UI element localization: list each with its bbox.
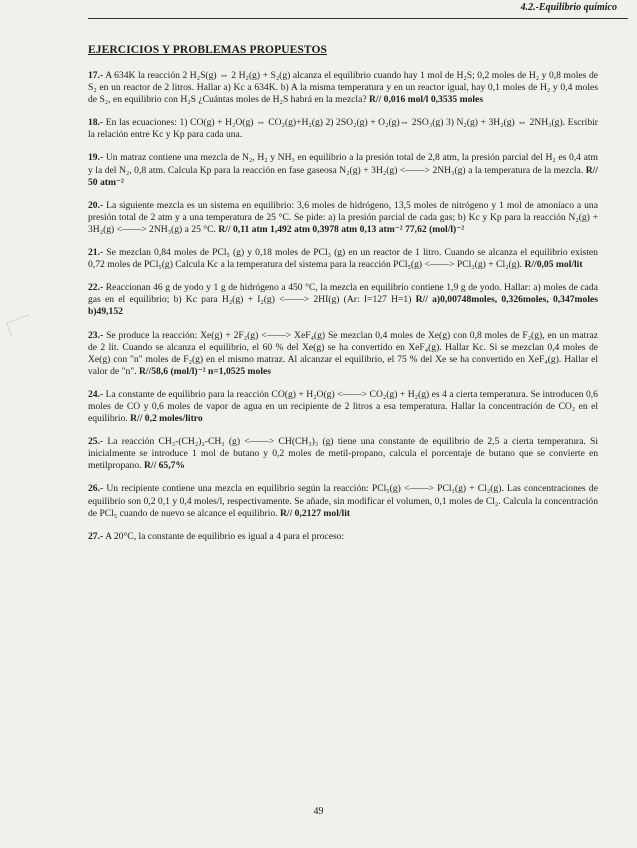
exercise-number: 26.- (88, 483, 104, 495)
exercise-text: Se produce la reacción: Xe(g) + 2F₂(g) <——> XeF₄(g) Se mezclan 0,4 moles de Xe(g) con 0,8 moles de F₂(g), en un matraz de 2 lit. Cuando se alcanza el equilibrio, el 60 % del Xe(g) se ha convertido en XeF₄(g). Hallar Kc. Si se mezclan 0,4 moles de Xe(g) con "n" moles de F₂(g) en el mismo matraz. Al alcanzar el equilibrio, el 75 % del Xe se ha convertido en XeF₄(g). Hallar el valor de "n". (88, 329, 598, 377)
exercise-number: 22.- (88, 282, 104, 294)
exercise-27 (88, 531, 598, 543)
exercise-text: La reacción CH₃-(CH₂)₂-CH₃ (g) <——> CH(CH₃)₃ (g) tiene una constante de equilibrio de 2,5 a cierta temperatura. Si inicialmente se introduce 1 mol de butano y 0,2 moles de metil-propano, calcula el porcentaje de butano que se convierte en metilpropano. (88, 436, 599, 472)
exercise-text: Un recipiente contiene una mezcla en equilibrio según la reacción: PCl₅(g) <——> PCl₃(g) + Cl₂(g). Las concentraciones de equilibrio son 0,2 0,1 y 0,4 moles/l, respectivamente. Se añade, sin modificar el volumen, 0,1 moles de Cl₂. Calcula la concentración de PCl₅ cuando de nuevo se alcance el equilibrio. (88, 483, 598, 519)
exercise-text: Reaccionan 46 g de yodo y 1 g de hidrógeno a 450 °C, la mezcla en equilibrio contiene 1,9 g de yodo. Hallar: a) moles de cada gas en el equilibrio; b) Kc para H₂(g) + I₂(g) <——> 2HI(g) (Ar: I=127 H=1) (88, 282, 598, 306)
exercise-17 (88, 70, 598, 106)
exercise-26 (88, 483, 598, 519)
exercise-answer: R// 0,016 mol/l 0,3535 moles (369, 94, 484, 106)
exercise-23 (88, 330, 598, 378)
exercise-22 (88, 282, 598, 318)
exercise-answer: R// 0,2127 mol/lit (279, 507, 351, 519)
exercise-20 (88, 200, 598, 236)
margin-pencil-mark (6, 314, 35, 337)
exercise-text: En las ecuaciones: 1) CO(g) + H₂O(g) ⇔ CO₂(g)+H₂(g) 2) 2SO₂(g) + O₂(g)⇔ 2SO₃(g) 3) N₂(g) + 3H₂(g) ⇔ 2NH₃(g). Escribir la relación entre Kc y Kp para cada una. (88, 117, 598, 141)
exercise-number: 21.- (88, 247, 104, 259)
exercise-number: 20.- (88, 199, 104, 211)
exercise-answer: R// 50 atm⁻² (88, 164, 598, 188)
exercise-21 (88, 247, 598, 271)
exercise-18 (88, 117, 598, 141)
exercise-number: 19.- (88, 152, 104, 164)
exercise-number: 23.- (88, 329, 104, 341)
exercise-number: 24.- (88, 388, 104, 400)
page-number: 49 (313, 806, 324, 817)
exercise-text: A 634K la reacción 2 H₂S(g) ⇔ 2 H₂(g) + S₂(g) alcanza el equilibrio cuando hay 1 mol de H₂S; 0,2 moles de H₂ y 0,8 moles de S₂ en un reactor de 2 litros. Hallar a) Kc a 634K. b) A la misma temperatura y en un reactor igual, hay 0,1 moles de H₂ y 0,4 moles de S₂, en equilibrio con H₂S ¿Cuántas moles de H₂S habrá en la mezcla? (88, 70, 599, 106)
exercise-text: Se mezclan 0,84 moles de PCl₅ (g) y 0,18 moles de PCl₃ (g) en un reactor de 1 litro. Cuando se alcanza el equilibrio existen 0,72 moles de PCl₅(g) Calcula Kc a la temperatura del sistema para la reacción PCl₅(g) <——> PCl₃(g) + Cl₂(g). (88, 247, 598, 271)
section-title: EJERCICIOS Y PROBLEMAS PROPUESTOS (88, 44, 327, 56)
exercise-answer: R// 0,2 moles/litro (130, 413, 203, 425)
exercise-25 (88, 436, 598, 472)
exercise-answer: R//0,05 mol/lit (524, 259, 583, 271)
exercise-24 (88, 389, 598, 425)
exercise-text: La constante de equilibrio para la reacción CO(g) + H₂O(g) <——> CO₂(g) + H₂(g) es 4 a cierta temperatura. Se introducen 0,6 moles de CO y 0,6 moles de vapor de agua en un recipiente de 2 litros a esa temperatura. Hallar la concentración de CO₂ en el equilibrio. (88, 388, 598, 425)
exercise-answer: R//58,6 (mol/l)⁻² n=1,0525 moles (139, 365, 271, 377)
exercise-text: A 20°C, la constante de equilibrio es igual a 4 para el proceso: (105, 530, 345, 542)
exercise-number: 17.- (88, 70, 104, 81)
exercise-list (88, 70, 598, 554)
exercise-answer: R// 0,11 atm 1,492 atm 0,3978 atm 0,13 atm⁻² 77,62 (mol/l)⁻² (218, 223, 465, 235)
exercise-answer: R// a)0,00748moles, 0,326moles, 0,347moles b)49,152 (88, 294, 598, 318)
exercise-19 (88, 152, 598, 188)
header-rule (88, 18, 628, 19)
running-header: 4.2.-Equilibrio químico (520, 2, 617, 13)
exercise-text: Un matraz contiene una mezcla de N₂, H₂ y NH₃ en equilibrio a la presión total de 2,8 atm, la presión parcial del H₂ es 0,4 atm y la del N₂, 0,8 atm. Calcula Kp para la reacción en fase gaseosa N₂(g) + 3H₂(g) <——> 2NH₃(g) a la temperatura de la mezcla. (88, 152, 598, 176)
exercise-answer: R// 65,7% (143, 460, 186, 472)
exercise-text: La siguiente mezcla es un sistema en equilibrio: 3,6 moles de hidrógeno, 13,5 moles de nitrógeno y 1 mol de amoníaco a una presión total de 2 atm y a una temperatura de 25 °C. Se pide: a) la presión parcial de cada gas; b) Kc y Kp para la reacción N₂(g) + 3H₂(g) <——> 2NH₃(g) a 25 °C. (88, 199, 598, 235)
exercise-number: 25.- (88, 436, 104, 448)
exercise-number: 18.- (88, 117, 104, 129)
exercise-number: 27.- (88, 530, 104, 542)
